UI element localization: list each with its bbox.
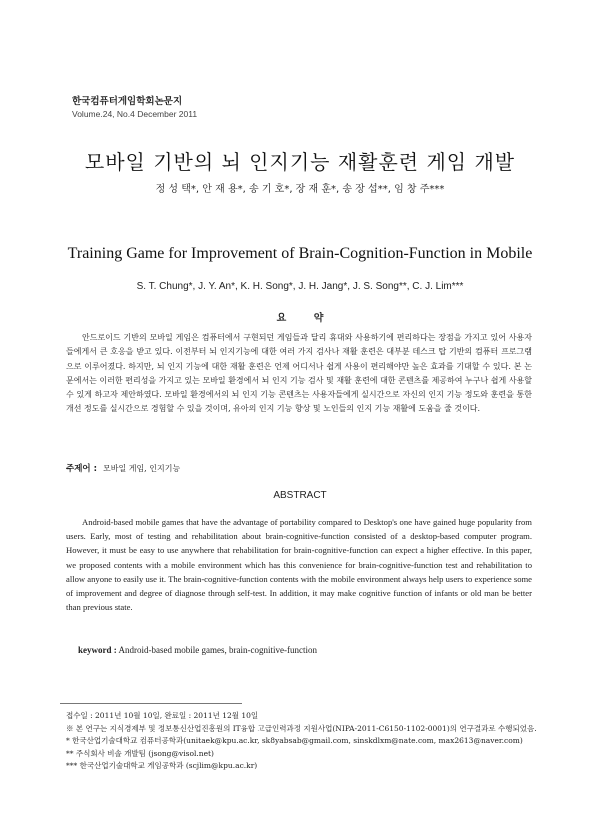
footnote-affiliation-2: ** 주식회사 비솔 개발팀 (jsong@visol.net) [66,748,214,758]
korean-keywords-label: 주제어 : [66,464,97,474]
korean-authors: 정 성 택*, 안 재 용*, 송 기 호*, 장 재 훈*, 송 장 섭**, 임 창 주*** [155,184,445,195]
footnote-affiliation-1: * 한국산업기술대학교 컴퓨터공학과(unitaek@kpu.ac.kr, sk8yabsab@gmail.com, sinskdlxm@nate.com, max2613@naver.com) [66,736,523,746]
english-keywords-label: keyword : [78,645,117,655]
english-authors: S. T. Chung*, J. Y. An*, K. H. Song*, J. H. Jang*, J. S. Song**, C. J. Lim*** [136,281,464,292]
footnote-received: 접수일 : 2011년 10월 10일, 완료일 : 2011년 12월 10일 [66,711,259,720]
footnote-funding: ※ 본 연구는 지식경제부 및 정보통신산업진흥원의 IT융합 고급인력과정 지원사업(NIPA-2011-C6150-1102-0001)의 연구결과로 수행되었음. [66,723,537,733]
korean-abstract-text: 안드로이드 기반의 모바일 게임은 컴퓨터에서 구현되던 게임들과 달리 휴대와 사용하기에 편리하다는 장점을 가지고 있어 사용자들에게서 큰 호응을 받고 있다. 이전부터 뇌 인지기능에 대한 여러 가지 검사나 재활 훈련은 대부분 데스크 탑 기반의 컴퓨터 프로그램으로 이루어졌다. 하지만, 뇌 인지 기능에 대한 재활 훈련은 언제 어디서나 쉽게 사용이 편리해야만 높은 효과를 기대할 수 있다. 본 논문에서는 이러한 편리성을 가지고 있는 모바일 환경에서 뇌 인지 기능 검사 및 재활 훈련에 대한 콘텐츠를 제공하여 누구나 쉽게 사용할 수 있게 하고자 제안하였다. 모바일 환경에서의 뇌 인지 기능 콘텐츠는 사용자들에게 실시간으로 자신의 인지 기능 정도와 훈련을 통한 개선 정도를 실시간으로 경험할 수 있을 것이며, 유아의 인지 기능 향상 및 노인들의 인지 기능 재활에 도움을 줄 것이다. [66,333,532,414]
english-keywords [78,645,317,655]
korean-abstract-heading: 요 약 [276,313,336,324]
journal-header [72,96,197,120]
footnotes [66,710,544,773]
footnote-divider [60,703,242,704]
journal-volume: Volume.24, No.4 December 2011 [72,109,198,119]
english-keywords-value: Android-based mobile games, brain-cognitive-function [118,645,317,655]
english-title: Training Game for Improvement of Brain-Cognition-Function in Mobile [67,245,533,262]
korean-keywords [66,462,180,474]
korean-title: 모바일 기반의 뇌 인지기능 재활훈련 게임 개발 [84,150,516,174]
journal-name: 한국컴퓨터게임학회논문지 [72,96,183,107]
english-abstract-heading: ABSTRACT [273,490,327,501]
korean-keywords-value: 모바일 게임, 인지기능 [103,464,181,473]
english-abstract-text: Android-based mobile games that have the advantage of portability compared to Desktop's one have gained huge popularity from users. Early, most of testing and rehabilitation about brain-cognitive-function consisted of a desktop-based computer program. However, it must be easy to use anywhere that rehabilitation for brain-cognitive-function can expect a higher effective. In this paper, we proposed contents with a mobile environment which has this convenience for brain-cognitive-function test and rehabilitation to allow anyone to easily use it. The brain-cognitive-function contents with the mobile environment always help users to experience some of improvement and degree of diagnose through self-test. In addition, it may make cognitive function of infants or old man be better than previous state. [66,517,532,613]
footnote-affiliation-3: *** 한국산업기술대학교 게임공학과 (scjlim@kpu.ac.kr) [66,761,258,771]
